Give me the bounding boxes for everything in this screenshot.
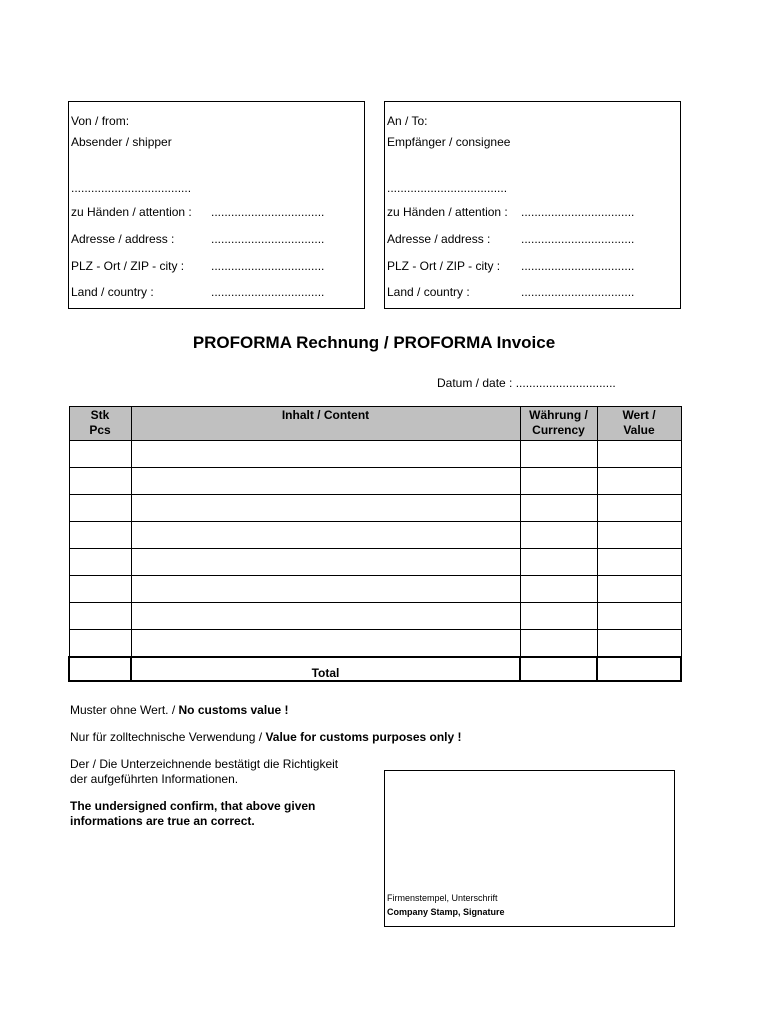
customs-purpose-note: Nur für zolltechnische Verwendung / Value for customs purposes only ! [70,730,462,744]
sender-city-field[interactable]: .................................. [211,259,325,273]
value-cell[interactable] [597,603,681,630]
pieces-cell[interactable] [69,495,131,522]
recipient-heading: An / To: [387,114,428,128]
recipient-country-field[interactable]: .................................. [521,285,635,299]
sender-country-label: Land / country : [71,285,154,299]
currency-cell[interactable] [520,549,597,576]
recipient-city-field[interactable]: .................................. [521,259,635,273]
pieces-cell[interactable] [69,630,131,658]
pieces-cell[interactable] [69,549,131,576]
recipient-name-field[interactable]: .................................... [387,181,508,195]
items-table [68,406,682,682]
sender-address-label: Adresse / address : [71,232,175,246]
content-cell[interactable] [131,522,520,549]
table-row [69,441,681,468]
total-value-cell[interactable] [597,657,681,681]
table-row [69,468,681,495]
currency-cell[interactable] [520,576,597,603]
content-cell[interactable] [131,576,520,603]
content-cell[interactable] [131,549,520,576]
sender-subheading: Absender / shipper [71,135,172,149]
pieces-cell[interactable] [69,441,131,468]
content-cell[interactable] [131,468,520,495]
date-line [437,376,616,390]
recipient-address-field[interactable]: .................................. [521,232,635,246]
recipient-attention-label: zu Händen / attention : [387,205,508,219]
pieces-cell[interactable] [69,603,131,630]
signature-box[interactable] [384,770,675,927]
recipient-city-label: PLZ - Ort / ZIP - city : [387,259,501,273]
table-row [69,549,681,576]
date-label: Datum / date : [437,376,513,390]
table-row [69,630,681,658]
date-field[interactable]: .............................. [515,376,616,390]
value-cell[interactable] [597,441,681,468]
table-header-row [69,407,681,441]
sender-heading: Von / from: [71,114,130,128]
total-pieces-cell[interactable] [69,657,131,681]
signature-label-english: Company Stamp, Signature [387,907,505,917]
sender-attention-label: zu Händen / attention : [71,205,192,219]
header-currency: Währung / Currency [520,407,597,441]
header-content: Inhalt / Content [131,407,520,441]
value-cell[interactable] [597,468,681,495]
currency-cell[interactable] [520,630,597,658]
content-cell[interactable] [131,441,520,468]
currency-cell[interactable] [520,468,597,495]
recipient-address-label: Adresse / address : [387,232,491,246]
value-cell[interactable] [597,576,681,603]
value-cell[interactable] [597,549,681,576]
sender-attention-field[interactable]: .................................. [211,205,325,219]
table-row [69,603,681,630]
recipient-box [384,101,681,309]
signature-label-german: Firmenstempel, Unterschrift [387,893,498,903]
value-cell[interactable] [597,522,681,549]
table-row [69,522,681,549]
value-cell[interactable] [597,495,681,522]
content-cell[interactable] [131,630,520,658]
recipient-attention-field[interactable]: .................................. [521,205,635,219]
confirmation-english: The undersigned confirm, that above given informations are true an correct. [70,799,316,828]
sender-name-field[interactable]: .................................... [71,181,192,195]
currency-cell[interactable] [520,441,597,468]
sender-box [68,101,365,309]
document-title: PROFORMA Rechnung / PROFORMA Invoice [192,333,556,352]
pieces-cell[interactable] [69,576,131,603]
content-cell[interactable] [131,495,520,522]
header-pieces: Stk Pcs [69,407,131,441]
total-currency-cell[interactable] [520,657,597,681]
recipient-subheading: Empfänger / consignee [387,135,511,149]
total-label: Total [131,657,520,681]
confirmation-german: Der / Die Unterzeichnende bestätigt die Richtigkeit der aufgeführten Informationen. [70,757,339,786]
sender-address-field[interactable]: .................................. [211,232,325,246]
value-cell[interactable] [597,630,681,658]
currency-cell[interactable] [520,603,597,630]
table-row [69,576,681,603]
sender-country-field[interactable]: .................................. [211,285,325,299]
currency-cell[interactable] [520,522,597,549]
sender-city-label: PLZ - Ort / ZIP - city : [71,259,185,273]
recipient-country-label: Land / country : [387,285,470,299]
table-row [69,495,681,522]
total-row [69,657,681,681]
currency-cell[interactable] [520,495,597,522]
content-cell[interactable] [131,603,520,630]
pieces-cell[interactable] [69,522,131,549]
pieces-cell[interactable] [69,468,131,495]
header-value: Wert / Value [597,407,681,441]
no-customs-value-note: Muster ohne Wert. / No customs value ! [70,703,289,717]
